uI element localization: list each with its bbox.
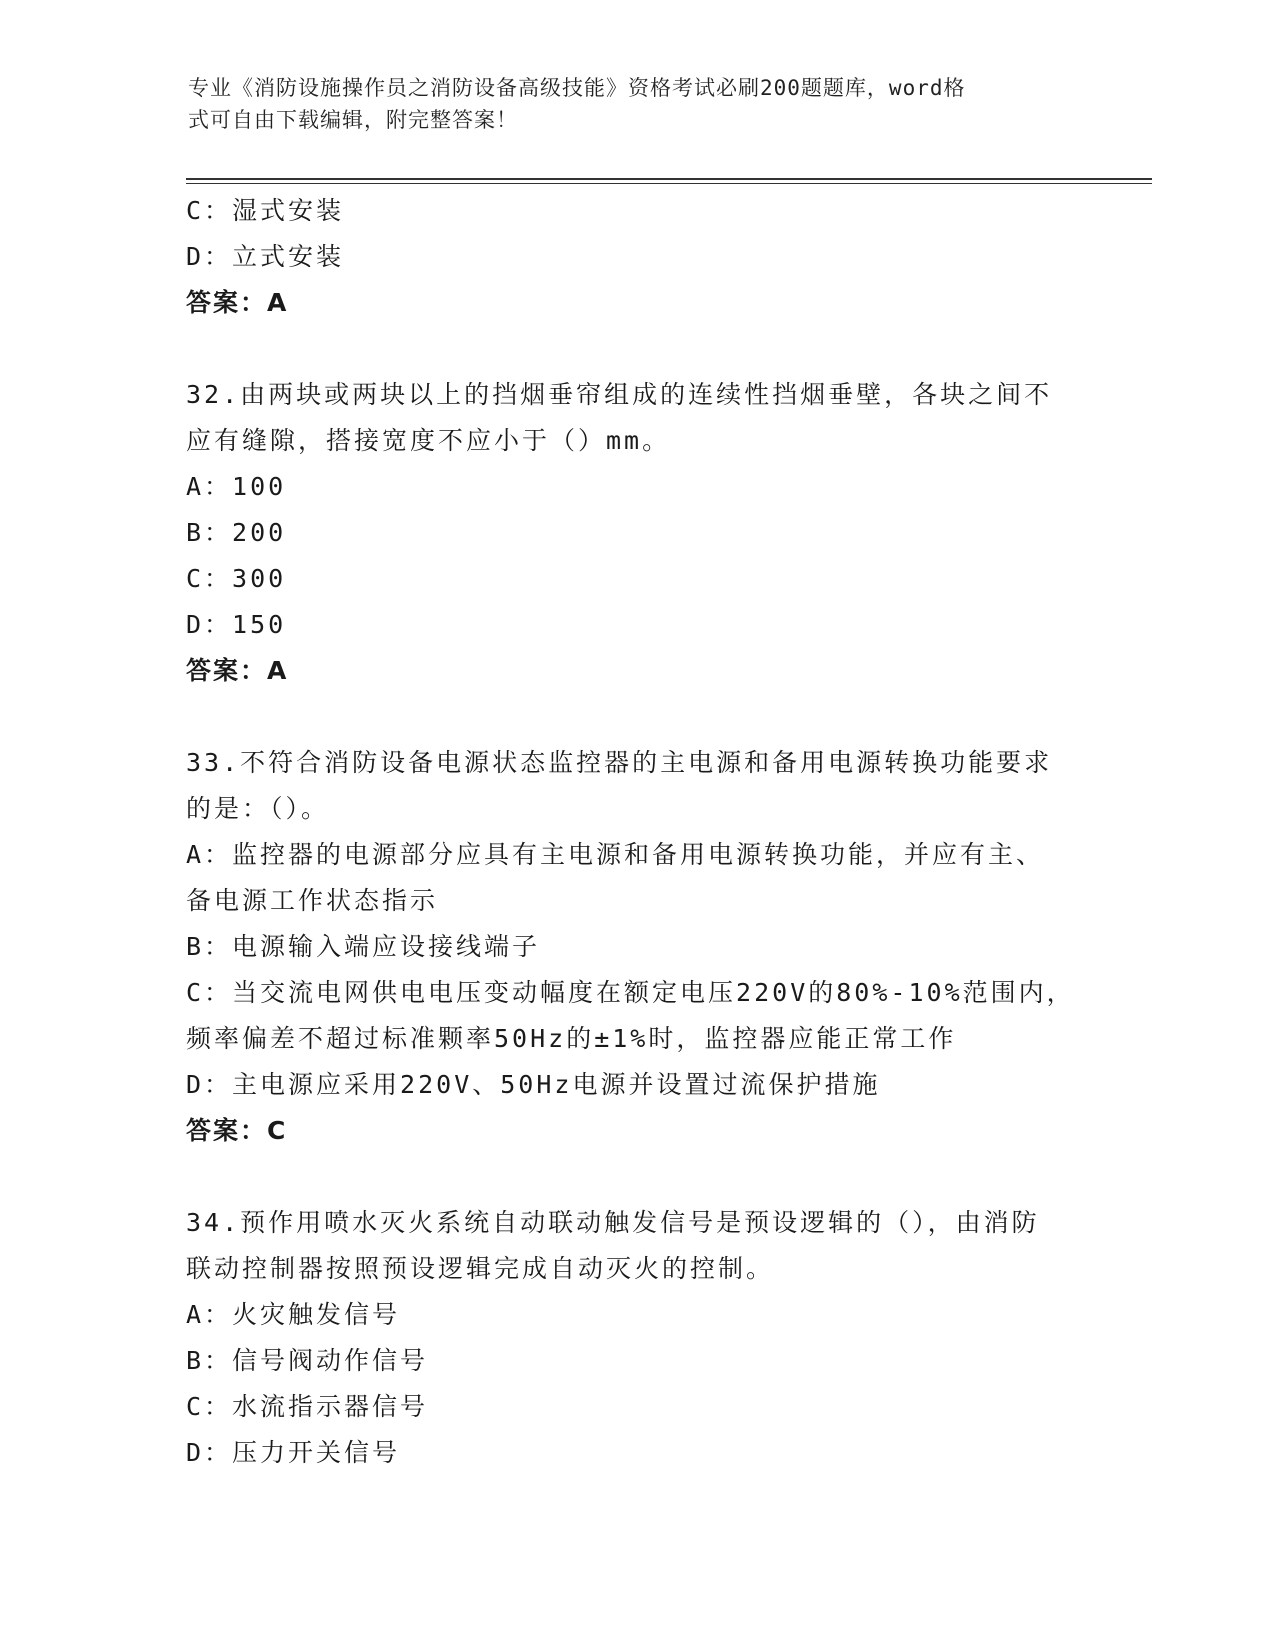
question-stem-line: 34.预作用喷水灭火系统自动联动触发信号是预设逻辑的（），由消防 [186,1208,1040,1237]
question-stem-line: 应有缝隙，搭接宽度不应小于（）mm。 [186,426,671,455]
option-c: C：当交流电网供电电压变动幅度在额定电压220V的80%-10%范围内， [186,978,1075,1007]
question-stem-line: 32.由两块或两块以上的挡烟垂帘组成的连续性挡烟垂壁，各块之间不 [186,380,1053,409]
option-a: A：火灾触发信号 [186,1300,401,1329]
header-title-line-2: 式可自由下载编辑，附完整答案！ [188,108,518,132]
answer-line: 答案：A [186,288,289,317]
header-divider-thick [186,178,1152,180]
header-title-line-1: 专业《消防设施操作员之消防设备高级技能》资格考试必刷200题题库，word格 [188,76,966,100]
option-d: D：150 [186,610,287,639]
option-b: B：电源输入端应设接线端子 [186,932,541,961]
answer-line: 答案：A [186,656,289,685]
option-c: C：湿式安装 [186,196,345,225]
spacer [186,326,1086,372]
spacer [186,1154,1086,1200]
option-d: D：压力开关信号 [186,1438,401,1467]
option-b: B：信号阀动作信号 [186,1346,429,1375]
question-stem-line: 联动控制器按照预设逻辑完成自动灭火的控制。 [186,1254,775,1283]
document-header [188,72,1068,136]
answer-line: 答案：C [186,1116,288,1145]
option-d: D：立式安装 [186,242,345,271]
option-c: C：300 [186,564,287,593]
option-a-continued: 备电源工作状态指示 [186,886,439,915]
question-stem-line: 的是：（）。 [186,794,330,823]
question-content [186,188,1086,1476]
option-a: A：监控器的电源部分应具有主电源和备用电源转换功能，并应有主、 [186,840,1045,869]
question-32 [186,372,1086,694]
option-c: C：水流指示器信号 [186,1392,429,1421]
question-stem-line: 33.不符合消防设备电源状态监控器的主电源和备用电源转换功能要求 [186,748,1053,777]
question-33 [186,740,1086,1154]
header-divider-thin [186,183,1152,184]
option-c-continued: 频率偏差不超过标准颗率50Hz的±1%时，监控器应能正常工作 [186,1024,957,1053]
option-d: D：主电源应采用220V、50Hz电源并设置过流保护措施 [186,1070,881,1099]
question-34 [186,1200,1086,1476]
option-b: B：200 [186,518,287,547]
option-a: A：100 [186,472,287,501]
question-31-tail [186,188,1086,326]
spacer [186,694,1086,740]
